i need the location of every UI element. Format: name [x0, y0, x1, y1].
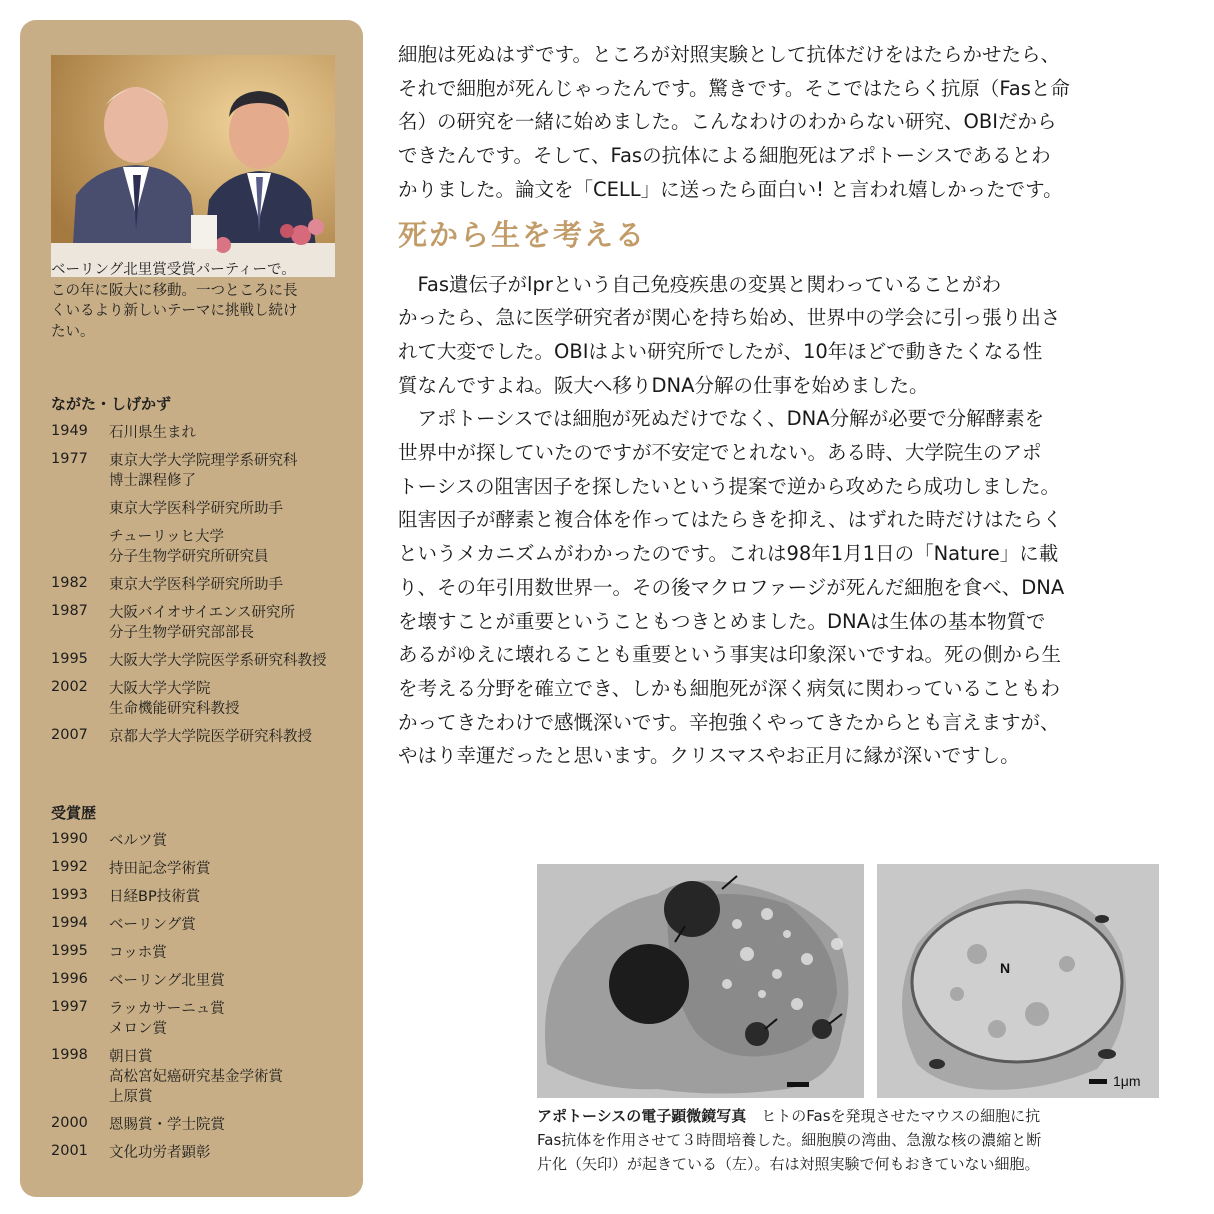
section-heading: 死から生を考える — [398, 217, 647, 252]
person-name: ながた・しげかず — [51, 395, 172, 413]
micrograph-left-illustration — [537, 864, 864, 1098]
award-row — [51, 1047, 351, 1107]
award-text: ベーリング北里賞 — [109, 973, 225, 989]
timeline-row — [51, 679, 351, 719]
career-timeline — [51, 423, 351, 747]
timeline-year: 1977 — [51, 451, 88, 467]
paragraph-1 — [398, 268, 1178, 403]
nucleus-label: N — [1000, 960, 1011, 976]
text-line: 質なんですよね。阪大へ移りDNA分解の仕事を始めました。 — [398, 373, 929, 397]
text-line: あるがゆえに壊れることも重要という事実は印象深いですね。死の側から生 — [398, 643, 1062, 667]
award-text: 朝日賞 — [109, 1049, 153, 1065]
timeline-row — [51, 527, 351, 567]
text-line: れて大変でした。OBIはよい研究所でしたが、10年ほどで動きたくなる性 — [398, 339, 1043, 363]
award-text: コッホ賞 — [109, 945, 167, 961]
scale-bar-label: 1μm — [1113, 1073, 1141, 1089]
article-body — [398, 38, 1178, 773]
biography-sidebar — [20, 20, 363, 1197]
text-line: り、その年引用数世界一。その後マクロファージが死んだ細胞を食べ、DNA — [398, 575, 1065, 599]
award-year: 2000 — [51, 1115, 88, 1131]
micrograph-right-illustration — [877, 864, 1159, 1098]
timeline-row — [51, 603, 351, 643]
award-text: 高松宮妃癌研究基金学術賞 — [109, 1069, 283, 1085]
text-line: それで細胞が死んじゃったんです。驚きです。そこではたらく抗原（Fasと命 — [398, 76, 1070, 100]
award-year: 1997 — [51, 999, 88, 1015]
control-cell-micrograph — [877, 864, 1159, 1098]
text-line: を壊すことが重要ということもつきとめました。DNAは生体の基本物質で — [398, 609, 1046, 633]
timeline-text: 博士課程修了 — [109, 473, 196, 489]
award-year: 1993 — [51, 887, 88, 903]
award-text: 文化功労者顕彰 — [109, 1145, 211, 1161]
caption-line: この年に阪大に移動。一つところに長 — [51, 282, 298, 299]
text-line: 細胞は死ぬはずです。ところが対照実験として抗体だけをはたらかせたら、 — [398, 43, 1061, 66]
timeline-year: 1995 — [51, 651, 88, 667]
caption-text: ヒトのFasを発現させたマウスの細胞に抗 — [761, 1107, 1041, 1125]
award-text: ラッカサーニュ賞 — [109, 1001, 225, 1017]
timeline-row — [51, 499, 351, 519]
award-row — [51, 971, 351, 991]
caption-title: アポトーシスの電子顕微鏡写真 — [537, 1107, 747, 1125]
photo-caption — [51, 260, 341, 342]
photo-illustration — [51, 55, 335, 277]
intro-paragraph — [398, 38, 1178, 207]
award-text: 上原賞 — [109, 1089, 153, 1105]
text-line: かったら、急に医学研究者が関心を持ち始め、世界中の学会に引っ張り出さ — [398, 306, 1061, 330]
timeline-text: 石川県生まれ — [109, 425, 196, 441]
award-year: 1992 — [51, 859, 88, 875]
award-row — [51, 859, 351, 879]
timeline-year: 2007 — [51, 727, 88, 743]
text-line: トーシスの阻害因子を探したいという提案で逆から攻めたら成功しました。 — [398, 474, 1061, 498]
award-text: 日経BP技術賞 — [109, 889, 201, 905]
timeline-year: 1982 — [51, 575, 88, 591]
timeline-year — [51, 527, 109, 567]
timeline-text: 生命機能研究科教授 — [109, 701, 240, 717]
award-text: メロン賞 — [109, 1021, 167, 1037]
timeline-row — [51, 727, 351, 747]
timeline-text: 大阪大学大学院医学系研究科教授 — [109, 653, 327, 669]
text-line: かってきたわけで感慨深いです。辛抱強くやってきたからとも言えますが、 — [398, 710, 1060, 734]
timeline-text: 分子生物学研究部部長 — [109, 625, 254, 641]
text-line: できたんです。そして、Fasの抗体による細胞死はアポトーシスであるとわ — [398, 144, 1051, 168]
text-line: アポトーシスでは細胞が死ぬだけでなく、DNA分解が必要で分解酵素を — [398, 407, 1045, 431]
figure-caption — [537, 1104, 1167, 1176]
timeline-text: 東京大学医科学研究所助手 — [109, 577, 283, 593]
award-row — [51, 887, 351, 907]
timeline-text: チューリッヒ大学 — [109, 529, 224, 545]
awards-heading: 受賞歴 — [51, 804, 97, 822]
award-row — [51, 915, 351, 935]
timeline-year: 1987 — [51, 603, 88, 619]
caption-line: くいるより新しいテーマに挑戦し続け — [51, 303, 298, 319]
text-line: というメカニズムがわかったのです。これは98年1月1日の「Nature」に載 — [398, 542, 1059, 566]
caption-line: ベーリング北里賞受賞パーティーで。 — [51, 262, 296, 278]
award-row — [51, 999, 351, 1039]
timeline-year: 1949 — [51, 423, 88, 439]
award-year: 1990 — [51, 831, 88, 847]
caption-text: 片化（矢印）が起きている（左）。右は対照実験で何もおきていない細胞。 — [537, 1155, 1040, 1173]
award-party-photo — [51, 55, 335, 277]
award-text: 持田記念学術賞 — [109, 861, 211, 877]
timeline-row — [51, 651, 351, 671]
award-year: 1995 — [51, 943, 88, 959]
timeline-text: 東京大学医科学研究所助手 — [109, 501, 283, 517]
caption-line: たい。 — [51, 323, 95, 340]
text-line: を考える分野を確立でき、しかも細胞死が深く病気に関わっていることもわ — [398, 676, 1061, 700]
text-line: かりました。論文を「CELL」に送ったら面白い! と言われ嬉しかったです。 — [398, 177, 1063, 201]
text-line: 阻害因子が酵素と複合体を作ってはたらきを抑え、はずれた時だけはたらく — [398, 508, 1063, 532]
timeline-row — [51, 423, 351, 443]
award-text: ベーリング賞 — [109, 917, 196, 933]
paragraph-2 — [398, 402, 1178, 773]
award-row — [51, 831, 351, 851]
text-line: 世界中が探していたのですが不安定でとれない。ある時、大学院生のアポ — [398, 441, 1042, 465]
award-year: 1994 — [51, 915, 88, 931]
timeline-year: 2002 — [51, 679, 88, 695]
timeline-text: 分子生物学研究所研究員 — [109, 549, 269, 565]
timeline-text: 東京大学大学院理学系研究科 — [109, 453, 298, 469]
caption-text: Fas抗体を作用させて３時間培養した。細胞膜の湾曲、急激な核の濃縮と断 — [537, 1131, 1042, 1149]
apoptotic-cell-micrograph — [537, 864, 864, 1098]
caption-line — [537, 1104, 1167, 1128]
timeline-row — [51, 451, 351, 491]
timeline-year — [51, 499, 109, 519]
timeline-text: 京都大学大学院医学研究科教授 — [109, 729, 312, 745]
award-text: ベルツ賞 — [109, 833, 167, 849]
award-row — [51, 1143, 351, 1163]
award-year: 1996 — [51, 971, 88, 987]
timeline-text: 大阪バイオサイエンス研究所 — [109, 605, 296, 621]
award-year: 1998 — [51, 1047, 88, 1063]
timeline-row — [51, 575, 351, 595]
award-row — [51, 943, 351, 963]
timeline-text: 大阪大学大学院 — [109, 681, 211, 697]
text-line: やはり幸運だったと思います。クリスマスやお正月に縁が深いですし。 — [398, 744, 1020, 768]
text-line: 名）の研究を一緒に始めました。こんなわけのわからない研究、OBIだから — [398, 110, 1057, 134]
award-text: 恩賜賞・学士院賞 — [109, 1117, 225, 1133]
awards-list — [51, 831, 351, 1163]
text-line: Fas遺伝子がlprという自己免疫疾患の変異と関わっていることがわ — [398, 272, 1002, 296]
award-year: 2001 — [51, 1143, 88, 1159]
award-row — [51, 1115, 351, 1135]
